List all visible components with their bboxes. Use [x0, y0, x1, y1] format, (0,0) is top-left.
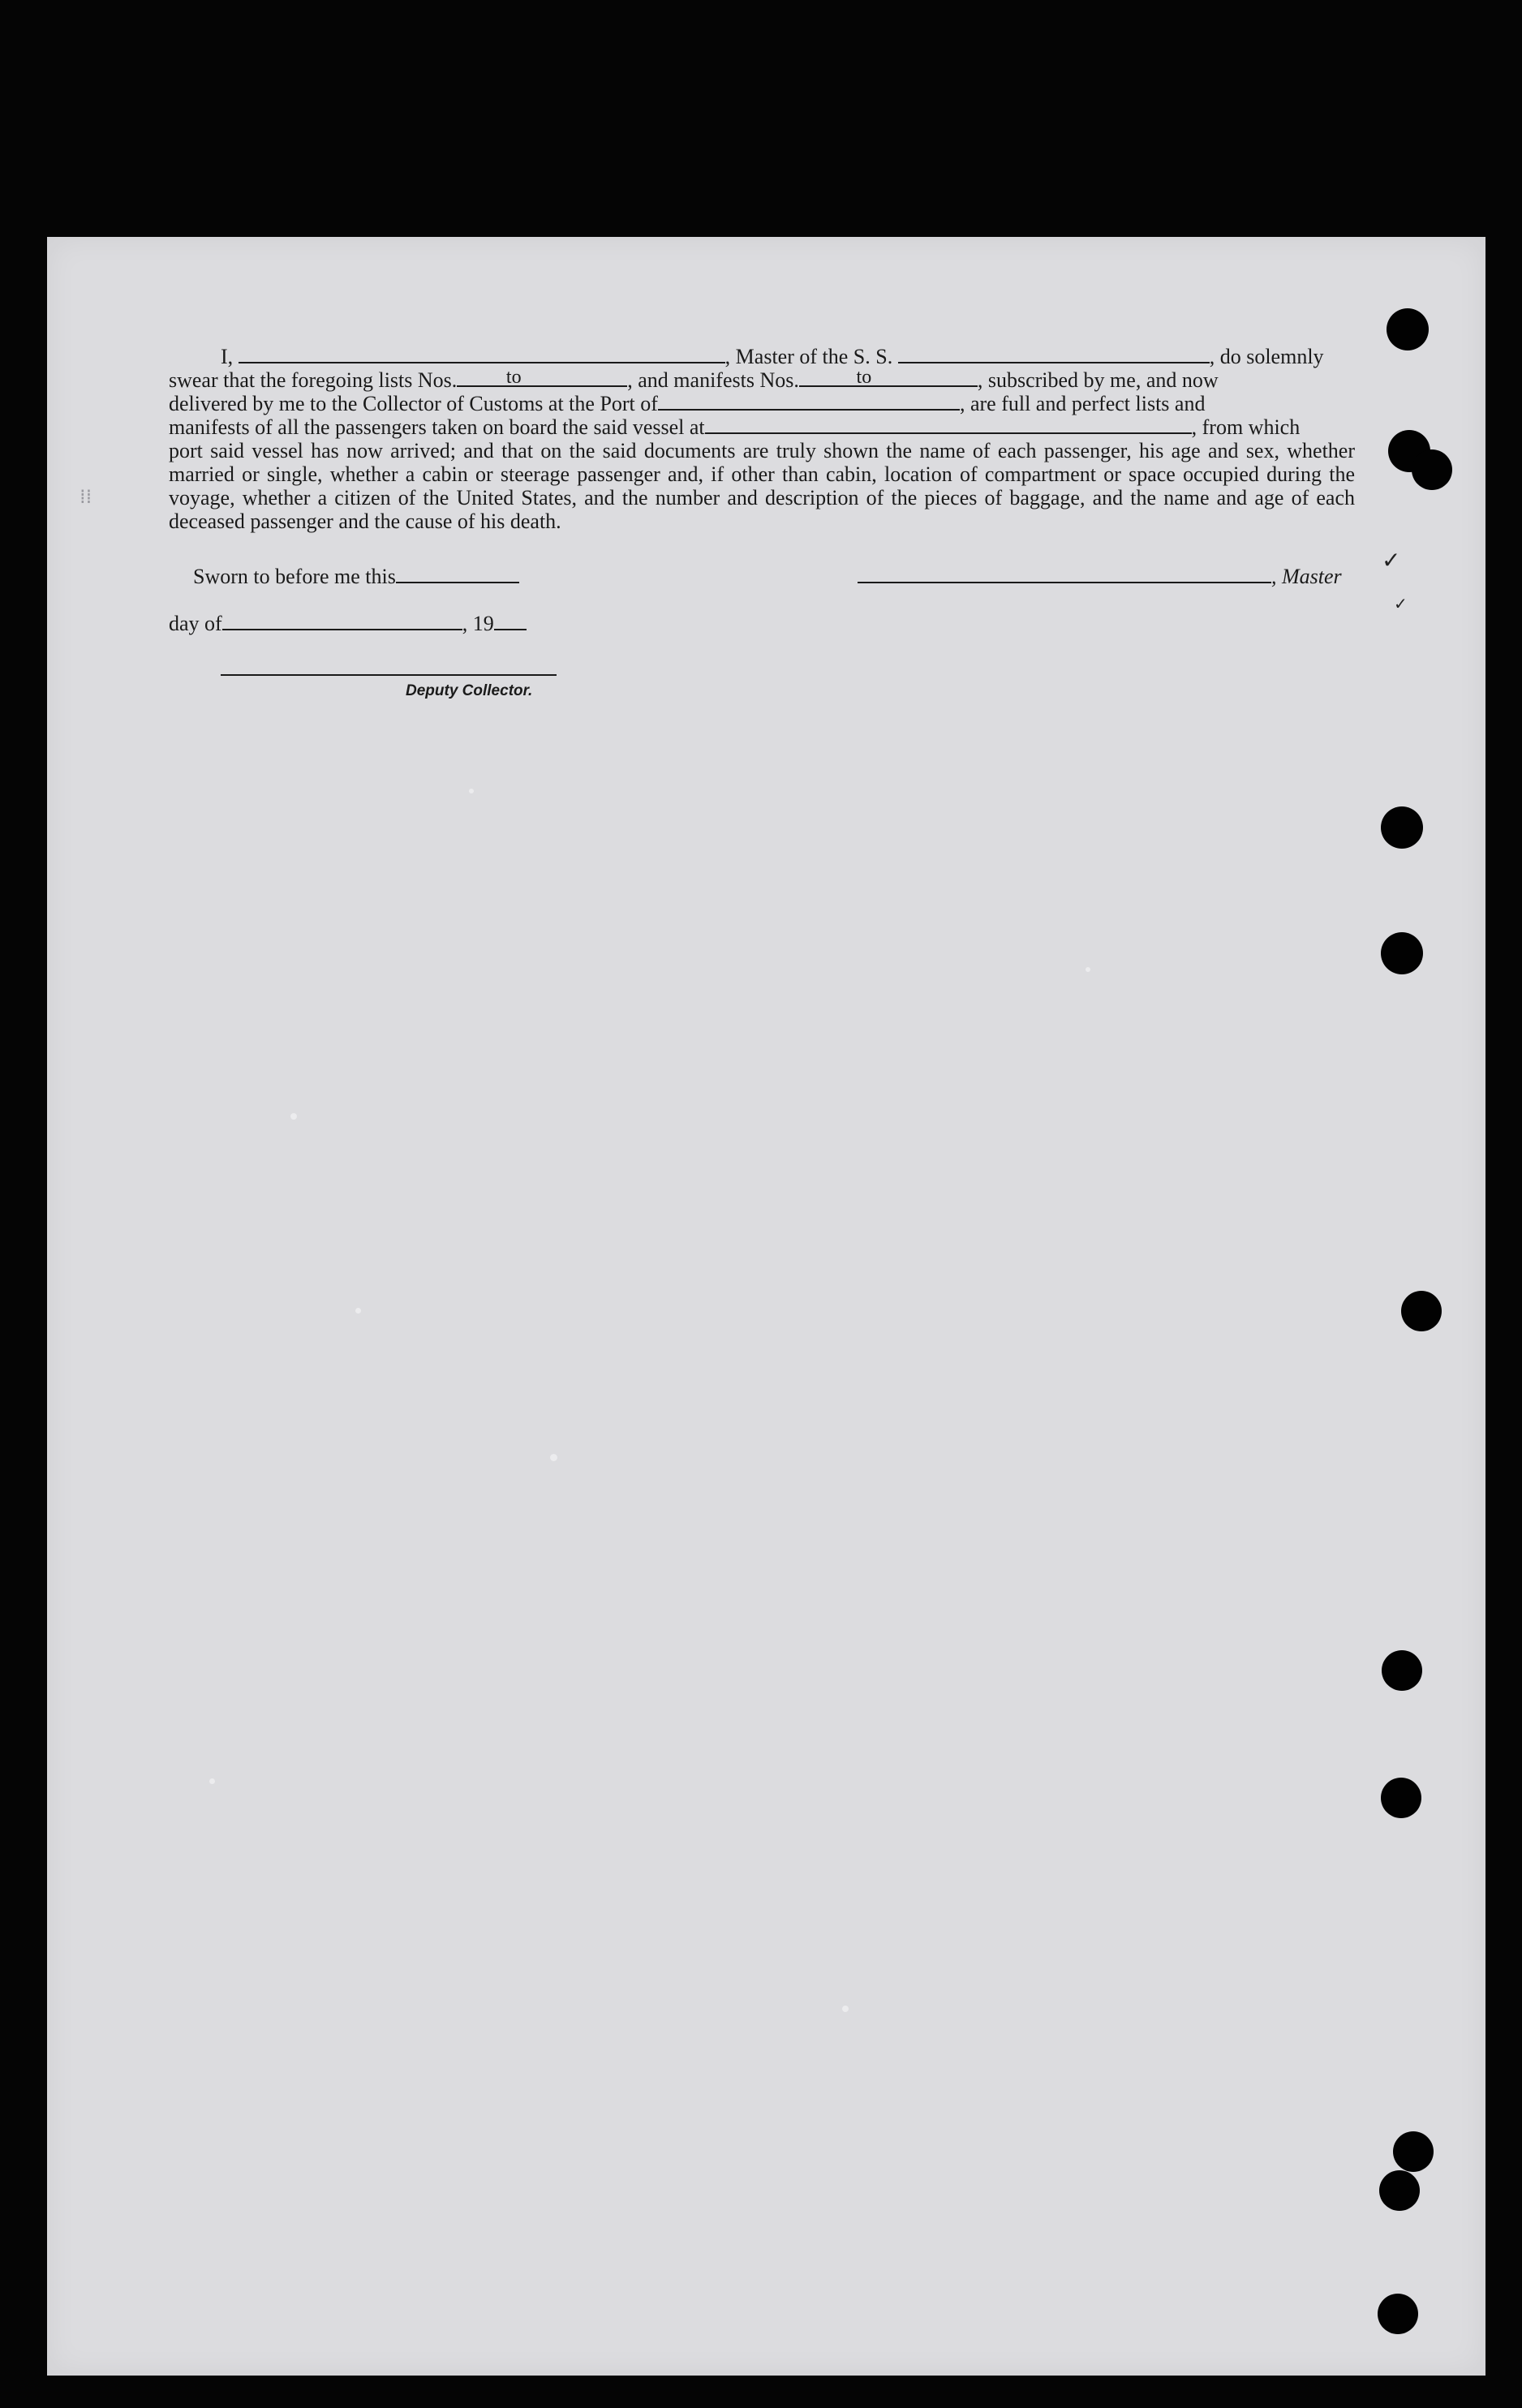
- punch-hole: [1382, 1650, 1422, 1691]
- and-manifests-text: , and manifests Nos.: [627, 368, 799, 392]
- oath-body-text: port said vessel has now arrived; and that on the said documents are truly shown the name of each passenger, his age and sex, whether married or single, whether a cabin or steerage passenger and, if other than cabin, location of compartment or space occupied during the voyage, whether a citizen of the United States, and the number and description of the pieces of baggage, and the name and age of each deceased passenger and the cause of his death.: [169, 439, 1355, 533]
- sworn-line: [193, 565, 519, 589]
- sworn-date-blank: [396, 567, 519, 583]
- master-signature-line: [858, 565, 1342, 589]
- ship-name-blank: [898, 347, 1210, 363]
- paper-speck: [842, 2006, 849, 2012]
- day-of-text: day of: [169, 612, 222, 635]
- from-which-text: , from which: [1191, 415, 1301, 439]
- year-blank: [494, 614, 527, 630]
- master-of-text: , Master of the S. S.: [724, 345, 893, 368]
- lists-to-blank: [570, 371, 627, 387]
- manifests-from-blank: [799, 367, 929, 388]
- paper-speck: [209, 1778, 215, 1784]
- port-blank: [658, 394, 960, 411]
- oath-paragraph: [169, 345, 1355, 533]
- punch-hole: [1379, 2170, 1420, 2211]
- master-label: , Master: [1271, 565, 1342, 588]
- punch-hole: [1412, 449, 1452, 490]
- manifest-back-page: [47, 237, 1485, 2376]
- punch-hole: [1393, 2131, 1434, 2172]
- deputy-signature-line: [221, 674, 557, 676]
- full-perfect-text: , are full and perfect lists and: [959, 392, 1206, 415]
- punch-hole: [1381, 932, 1423, 974]
- master-signature-blank: [858, 567, 1271, 583]
- paper-speck: [469, 789, 474, 793]
- paper-speck: [290, 1113, 297, 1120]
- delivered-text: delivered by me to the Collector of Customs at the Port of: [169, 392, 658, 415]
- subscribed-text: , subscribed by me, and now: [977, 368, 1219, 392]
- lists-from-blank: [457, 367, 570, 388]
- punch-hole: [1401, 1291, 1442, 1331]
- punch-hole: [1381, 1778, 1421, 1818]
- punch-hole: [1378, 2294, 1418, 2334]
- deputy-collector-label: Deputy Collector.: [406, 682, 533, 699]
- oath-pronoun: I,: [221, 345, 234, 368]
- master-name-blank: [239, 347, 725, 363]
- to-text: to: [505, 367, 522, 388]
- punch-hole: [1387, 308, 1429, 350]
- manifests-all-text: manifests of all the passengers taken on board the said vessel at: [169, 415, 705, 439]
- day-blank: [222, 614, 462, 630]
- paper-speck: [1086, 967, 1090, 972]
- paper-speck: [550, 1454, 557, 1461]
- margin-pencil-mark: ⁞⁞: [80, 485, 92, 508]
- day-of-line: [169, 612, 527, 636]
- vessel-at-blank: [705, 418, 1192, 434]
- swear-lists-text: swear that the foregoing lists Nos.: [169, 368, 458, 392]
- to-text: to: [856, 367, 872, 388]
- punch-hole: [1381, 806, 1423, 849]
- year-prefix: , 19: [462, 612, 494, 635]
- paper-speck: [355, 1308, 361, 1314]
- sworn-text: Sworn to before me this: [193, 565, 396, 588]
- manifests-to-blank: [929, 371, 978, 387]
- tick-mark: ✓: [1382, 547, 1401, 574]
- do-solemnly-text: , do solemnly: [1209, 345, 1324, 368]
- tick-mark: ✓: [1394, 594, 1408, 613]
